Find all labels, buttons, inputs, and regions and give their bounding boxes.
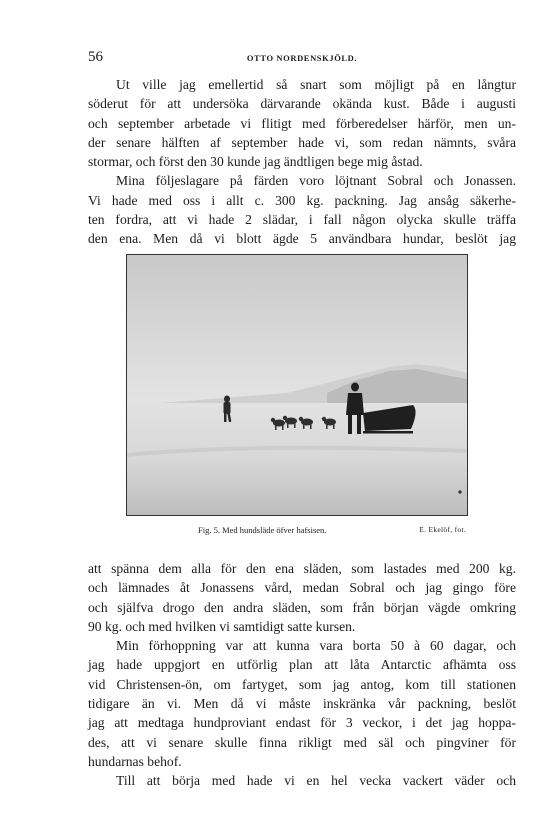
text-line: des, att vi senare skulle finna rikligt med säl och pingviner för <box>88 734 516 750</box>
text-line: ten fordra, att vi hade 2 slädar, i fall någon olycka skulle träffa <box>88 212 516 228</box>
text-line: och lämnades åt Jonassens vård, medan Sobral och jag gingo före <box>88 580 516 596</box>
page-number: 56 <box>88 49 103 65</box>
figure-caption: Fig. 5. Med hundsläde öfver hafsisen. <box>198 525 327 535</box>
text-line: stormar, och först den 30 kunde jag ändtligen bege mig åstad. <box>88 154 423 170</box>
running-title: OTTO NORDENSKJÖLD. <box>246 53 358 63</box>
text-line: och september arbetade vi flitigt med förberedelser härför, men un- <box>88 115 516 131</box>
text-line: att spänna dem alla för den ena släden, som lastades med 200 kg. <box>88 561 516 576</box>
text-line: jag hade uppgjort en utförlig plan att låta Antarctic afhämta oss <box>88 657 516 673</box>
text-line: Till att börja med hade vi en hel vecka vackert väder och <box>116 773 516 789</box>
page-header <box>88 49 516 67</box>
text-line: Mina följeslagare på färden voro löjtnant Sobral och Jonassen. <box>116 173 516 189</box>
text-line: Min förhoppning var att kunna vara borta 50 à 60 dagar, och <box>116 638 516 654</box>
figure-caption-area <box>126 525 466 539</box>
body-text-bottom <box>88 559 516 791</box>
text-line: hundarnas behof. <box>88 753 182 769</box>
text-line: den ena. Men då vi blott ägde 5 användbara hundar, beslöt jag <box>88 231 516 247</box>
text-line: 90 kg. och med hvilken vi samtidigt satte kursen. <box>88 618 356 634</box>
text-line: och själfva drogo den andra släden, som från början vägde omkring <box>88 599 516 615</box>
text-line: jag att medtaga hundproviant endast för 3 veckor, i det jag hoppa- <box>88 715 516 731</box>
text-line: tidigare än vi. Men då vi måste inskränka vår packning, beslöt <box>88 696 516 712</box>
photo-credit: E. Ekelöf, fot. <box>419 525 466 534</box>
body-text-top <box>88 75 516 249</box>
text-line: söderut för att undersöka därvarande okända kust. Både i augusti <box>88 96 516 112</box>
photograph-dog-sledge <box>126 254 468 516</box>
text-line: der senare hälften af september hade vi, som redan nämnts, svåra <box>88 134 516 150</box>
text-line: Ut ville jag emellertid så snart som möjligt på en långtur <box>116 77 516 92</box>
text-line: vid Christensen-ön, om fartyget, som jag antog, kom till stationen <box>88 676 516 692</box>
text-line: Vi hade med oss i allt c. 300 kg. packning. Jag ansåg säkerhe- <box>88 192 516 208</box>
